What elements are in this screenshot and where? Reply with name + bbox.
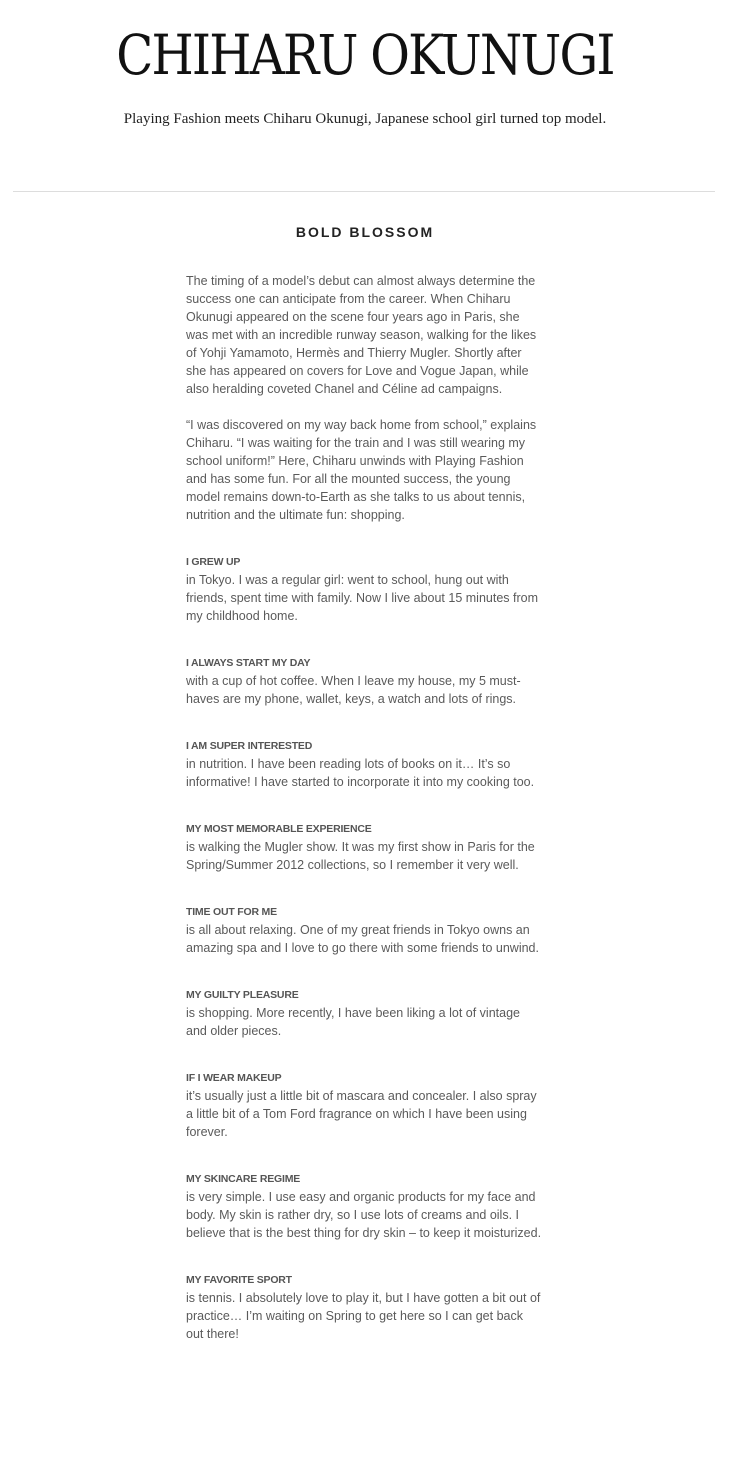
article-body: [186, 272, 543, 1343]
page-subtitle: Playing Fashion meets Chiharu Okunugi, Japanese school girl turned top model.: [123, 111, 607, 127]
qa-answer: is tennis. I absolutely love to play it, but I have gotten a bit out of practice… I’m waiting on Spring to get here so I can get back out there!: [186, 1291, 541, 1341]
qa-item-guilty-pleasure: [186, 986, 543, 1040]
qa-answer: is very simple. I use easy and organic products for my face and body. My skin is rather dry, so I use lots of creams and oils. I believe that is the best thing for dry skin – to keep it moisturized.: [186, 1190, 542, 1240]
qa-label: I ALWAYS START MY DAY: [186, 657, 311, 669]
qa-answer: with a cup of hot coffee. When I leave my house, my 5 must-haves are my phone, wallet, keys, a watch and lots of rings.: [186, 674, 521, 706]
qa-label: TIME OUT FOR ME: [186, 906, 277, 918]
qa-answer: in Tokyo. I was a regular girl: went to school, hung out with friends, spent time with family. Now I live about 15 minutes from my childhood home.: [186, 573, 538, 623]
qa-item-favorite-sport: [186, 1271, 543, 1343]
qa-item-memorable-experience: [186, 820, 543, 874]
qa-label: MY MOST MEMORABLE EXPERIENCE: [186, 823, 372, 835]
qa-item-grew-up: [186, 553, 543, 625]
qa-label: I AM SUPER INTERESTED: [186, 740, 313, 752]
qa-answer: it’s usually just a little bit of mascara and concealer. I also spray a little bit of a Tom Ford fragrance on which I have been using forever.: [186, 1089, 537, 1139]
qa-label: MY FAVORITE SPORT: [186, 1274, 292, 1286]
qa-answer: is shopping. More recently, I have been liking a lot of vintage and older pieces.: [186, 1006, 520, 1038]
qa-item-time-out: [186, 903, 543, 957]
qa-item-makeup: [186, 1069, 543, 1141]
qa-label: I GREW UP: [186, 556, 241, 568]
intro-paragraph: The timing of a model’s debut can almost always determine the success one can anticipate from the career. When Chiharu Okunugi appeared on the scene four years ago in Paris, she was met with an incredible runway season, walking for the likes of Yohji Yamamoto, Hermès and Thierry Mugler. Shortly after she has appeared on covers for Love and Vogue Japan, while also heralding coveted Chanel and Céline ad campaigns.: [186, 274, 537, 396]
qa-item-start-my-day: [186, 654, 543, 708]
qa-item-super-interested: [186, 737, 543, 791]
qa-answer: is walking the Mugler show. It was my first show in Paris for the Spring/Summer 2012 collections, so I remember it very well.: [186, 840, 535, 872]
qa-answer: in nutrition. I have been reading lots of books on it… It’s so informative! I have started to incorporate it into my cooking too.: [186, 757, 535, 789]
section-heading: BOLD BLOSSOM: [295, 224, 435, 240]
qa-label: IF I WEAR MAKEUP: [186, 1072, 282, 1084]
qa-answer: is all about relaxing. One of my great friends in Tokyo owns an amazing spa and I love to go there with some friends to unwind.: [186, 923, 539, 955]
qa-item-skincare: [186, 1170, 543, 1242]
intro-paragraph: “I was discovered on my way back home from school,” explains Chiharu. “I was waiting for the train and I was still wearing my school uniform!” Here, Chiharu unwinds with Playing Fashion and has some fun. For all the mounted success, the young model remains down-to-Earth as she talks to us about tennis, nutrition and the ultimate fun: shopping.: [186, 418, 537, 522]
qa-label: MY GUILTY PLEASURE: [186, 989, 299, 1001]
page-title: CHIHARU OKUNUGI: [116, 23, 614, 87]
qa-label: MY SKINCARE REGIME: [186, 1173, 301, 1185]
header-divider: [13, 191, 715, 192]
